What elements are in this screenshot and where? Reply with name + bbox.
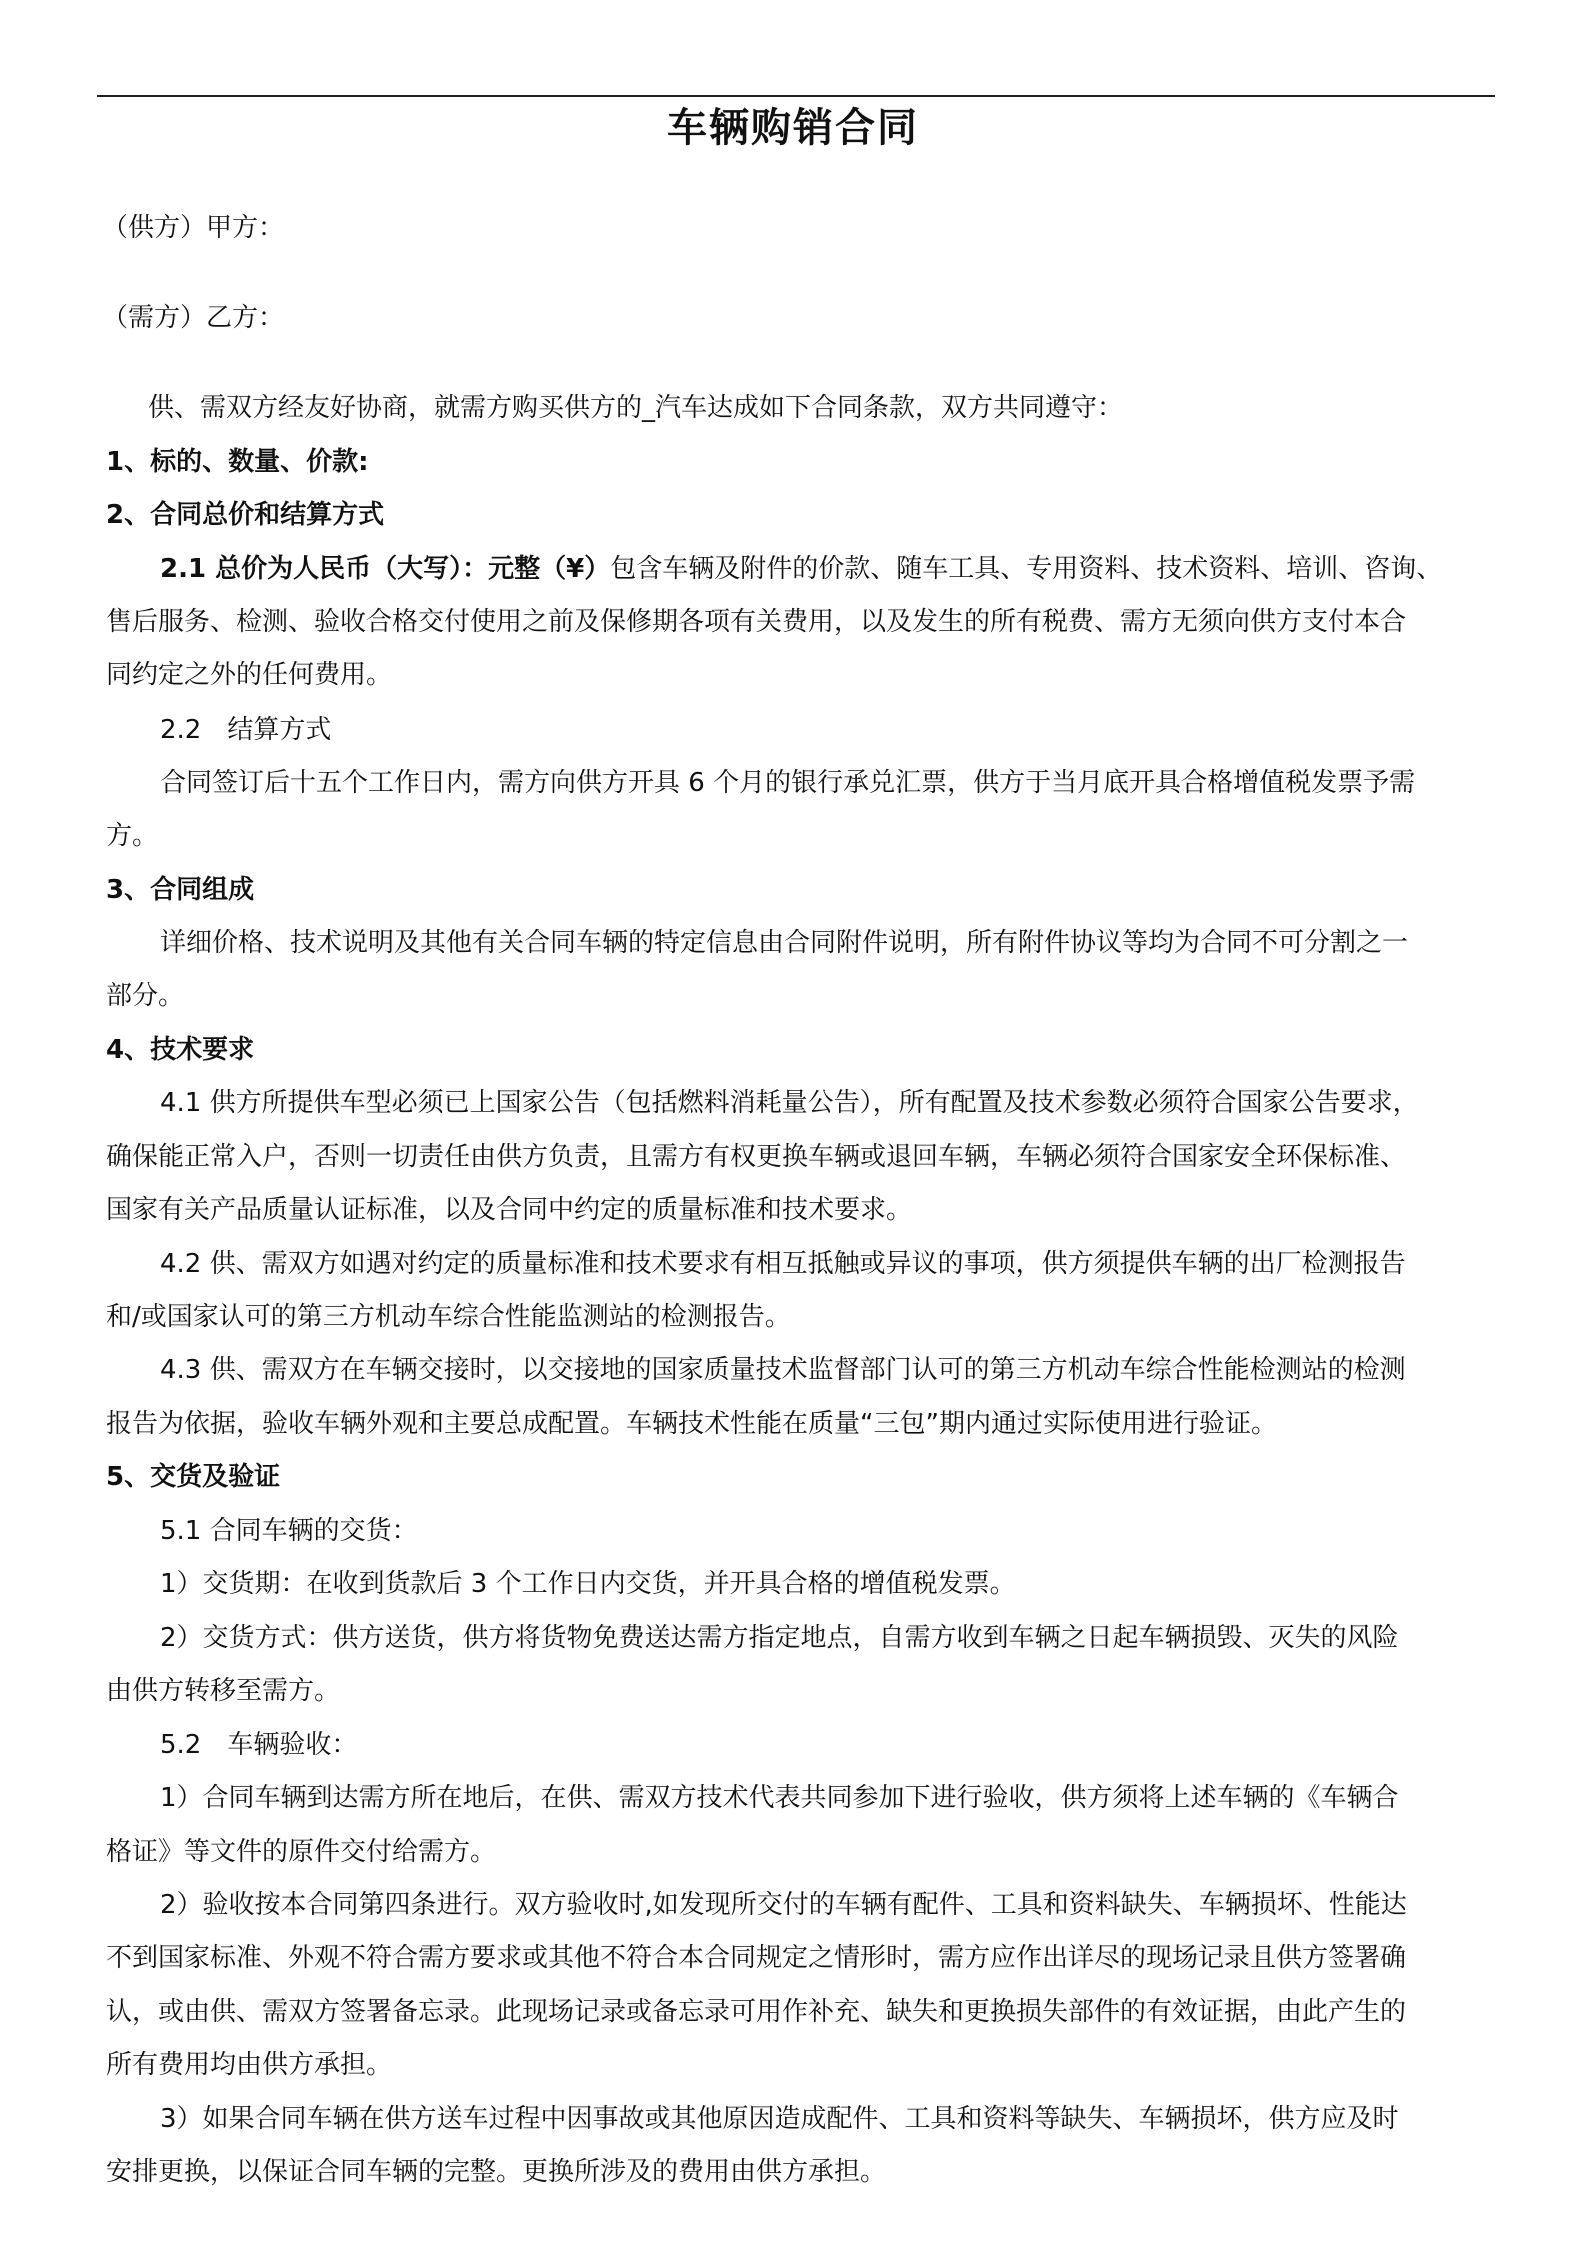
- clause-5-2-item-3-line-2: 安排更换，以保证合同车辆的完整。更换所涉及的费用由供方承担。: [106, 2157, 887, 2187]
- clause-4-2-line-2: 和/或国家认可的第三方机动车综合性能监测站的检测报告。: [106, 1302, 791, 1332]
- clause-2-1-line-3: 同约定之外的任何费用。: [106, 660, 393, 690]
- section-3-line-2: 部分。: [106, 981, 185, 1011]
- clause-5-2-item-2-line-1: 2）验收按本合同第四条进行。双方验收时,如发现所交付的车辆有配件、工具和资料缺失、车辆损坏、性能达: [160, 1890, 1407, 1920]
- clause-5-2-item-1-line-2: 格证》等文件的原件交付给需方。: [106, 1837, 497, 1867]
- clause-4-1-line-1: 4.1 供方所提供车型必须已上国家公告（包括燃料消耗量公告），所有配置及技术参数必须符合国家公告要求，: [160, 1088, 1419, 1118]
- clause-5-2-heading: 5.2 车辆验收：: [160, 1730, 358, 1760]
- clause-4-1-line-2: 确保能正常入户，否则一切责任由供方负责，且需方有权更换车辆或退回车辆，车辆必须符合国家安全环保标准、: [106, 1142, 1407, 1172]
- clause-2-2-line-2: 方。: [106, 821, 159, 851]
- clause-5-1-item-1: 1）交货期：在收到货款后 3 个工作日内交货，并开具合格的增值税发票。: [160, 1569, 1016, 1599]
- clause-2-1-line-2: 售后服务、检测、验收合格交付使用之前及保修期各项有关费用，以及发生的所有税费、需方无须向供方支付本合: [106, 607, 1407, 637]
- section-3-heading: 3、合同组成: [106, 875, 255, 905]
- contract-title: 车辆购销合同: [667, 105, 919, 151]
- clause-5-2-item-2-line-4: 所有费用均由供方承担。: [106, 2050, 393, 2080]
- clause-4-3-line-1: 4.3 供、需双方在车辆交接时，以交接地的国家质量技术监督部门认可的第三方机动车综合性能检测站的检测: [160, 1355, 1406, 1385]
- clause-2-2-heading: 2.2 结算方式: [160, 715, 332, 745]
- clause-5-1-item-2-line-1: 2）交货方式：供方送货，供方将货物免费送达需方指定地点，自需方收到车辆之日起车辆损毁、灭失的风险: [160, 1623, 1399, 1653]
- clause-5-2-item-1-line-1: 1）合同车辆到达需方所在地后，在供、需双方技术代表共同参加下进行验收，供方须将上述车辆的《车辆合: [160, 1783, 1399, 1813]
- clause-4-2-line-1: 4.2 供、需双方如遇对约定的质量标准和技术要求有相互抵触或异议的事项，供方须提供车辆的出厂检测报告: [160, 1249, 1406, 1279]
- party-a-label: （供方）甲方：: [102, 213, 285, 243]
- clause-2-2-line-1: 合同签订后十五个工作日内，需方向供方开具 6 个月的银行承兑汇票，供方于当月底开具合格增值税发票予需: [160, 768, 1416, 798]
- section-3-line-1: 详细价格、技术说明及其他有关合同车辆的特定信息由合同附件说明，所有附件协议等均为合同不可分割之一: [160, 928, 1409, 958]
- intro-paragraph: 供、需双方经友好协商，就需方购买供方的_汽车达成如下合同条款，双方共同遵守：: [148, 393, 1124, 423]
- clause-5-2-item-2-line-2: 不到国家标准、外观不符合需方要求或其他不符合本合同规定之情形时，需方应作出详尽的现场记录且供方签署确: [106, 1943, 1407, 1973]
- clause-5-1-heading: 5.1 合同车辆的交货：: [160, 1516, 418, 1546]
- clause-5-1-item-2-line-2: 由供方转移至需方。: [106, 1676, 341, 1706]
- clause-5-2-item-3-line-1: 3）如果合同车辆在供方送车过程中因事故或其他原因造成配件、工具和资料等缺失、车辆损坏，供方应及时: [160, 2104, 1399, 2134]
- clause-4-3-line-2: 报告为依据，验收车辆外观和主要总成配置。车辆技术性能在质量“三包”期内通过实际使用进行验证。: [106, 1409, 1277, 1439]
- section-5-heading: 5、交货及验证: [106, 1462, 281, 1492]
- clause-2-1-line-1: [160, 551, 1442, 587]
- party-b-label: （需方）乙方：: [102, 303, 285, 333]
- header-rule: [97, 95, 1495, 97]
- section-1-heading: 1、标的、数量、价款:: [106, 447, 369, 477]
- clause-2-1-text: 包含车辆及附件的价款、随车工具、专用资料、技术资料、培训、咨询、: [610, 554, 1443, 584]
- section-4-heading: 4、技术要求: [106, 1035, 255, 1065]
- clause-5-2-item-2-line-3: 认，或由供、需双方签署备忘录。此现场记录或备忘录可用作补充、缺失和更换损失部件的有效证据，由此产生的: [106, 1997, 1407, 2027]
- clause-4-1-line-3: 国家有关产品质量认证标准，以及合同中约定的质量标准和技术要求。: [106, 1195, 913, 1225]
- clause-2-1-total-price: 2.1 总价为人民币（大写）：元整（¥）: [160, 554, 611, 584]
- section-2-heading: 2、合同总价和结算方式: [106, 500, 385, 530]
